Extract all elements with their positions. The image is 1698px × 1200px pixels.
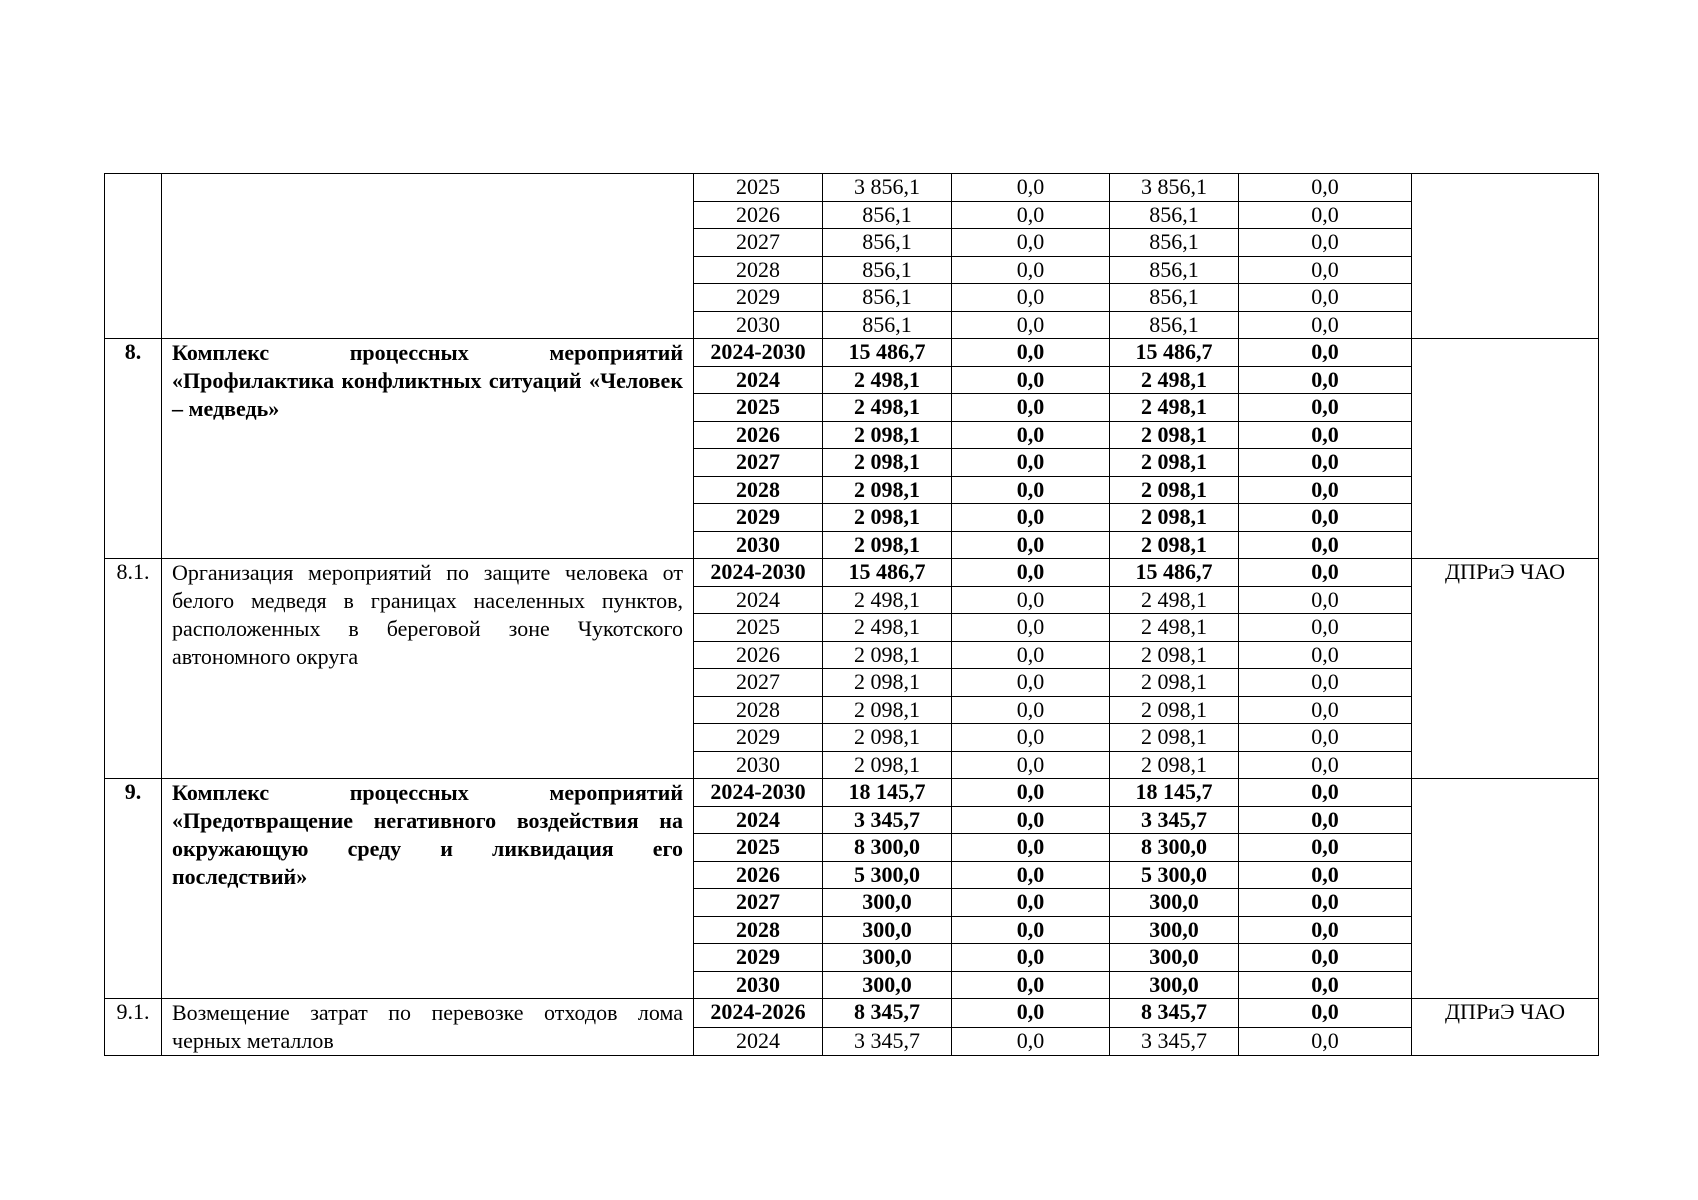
federal-budget-cell: 0,0	[952, 806, 1110, 834]
total-cell: 2 098,1	[823, 641, 952, 669]
table-row	[105, 559, 1599, 587]
district-budget-cell: 3 345,7	[1110, 806, 1239, 834]
district-budget-cell: 856,1	[1110, 311, 1239, 339]
year-cell: 2024-2026	[694, 999, 823, 1028]
year-cell: 2024	[694, 806, 823, 834]
other-sources-cell: 0,0	[1239, 531, 1412, 559]
table-row	[105, 999, 1599, 1028]
activity-name-cell: Комплекс процессных мероприятий «Профилактика конфликтных ситуаций «Человек – медведь»	[162, 339, 694, 559]
district-budget-cell: 2 098,1	[1110, 751, 1239, 779]
other-sources-cell: 0,0	[1239, 339, 1412, 367]
federal-budget-cell: 0,0	[952, 889, 1110, 917]
district-budget-cell: 2 098,1	[1110, 421, 1239, 449]
activity-name-cell	[162, 174, 694, 339]
federal-budget-cell: 0,0	[952, 284, 1110, 312]
total-cell: 856,1	[823, 201, 952, 229]
federal-budget-cell: 0,0	[952, 311, 1110, 339]
district-budget-cell: 2 098,1	[1110, 696, 1239, 724]
other-sources-cell: 0,0	[1239, 559, 1412, 587]
federal-budget-cell: 0,0	[952, 1027, 1110, 1056]
federal-budget-cell: 0,0	[952, 641, 1110, 669]
district-budget-cell: 300,0	[1110, 889, 1239, 917]
other-sources-cell: 0,0	[1239, 861, 1412, 889]
total-cell: 300,0	[823, 944, 952, 972]
other-sources-cell: 0,0	[1239, 724, 1412, 752]
other-sources-cell: 0,0	[1239, 944, 1412, 972]
activity-name-cell: Возмещение затрат по перевозке отходов лома черных металлов	[162, 999, 694, 1056]
federal-budget-cell: 0,0	[952, 449, 1110, 477]
federal-budget-cell: 0,0	[952, 174, 1110, 202]
year-cell: 2029	[694, 504, 823, 532]
federal-budget-cell: 0,0	[952, 751, 1110, 779]
total-cell: 856,1	[823, 284, 952, 312]
total-cell: 2 098,1	[823, 751, 952, 779]
year-cell: 2028	[694, 696, 823, 724]
table-row	[105, 174, 1599, 202]
year-cell: 2027	[694, 449, 823, 477]
total-cell: 300,0	[823, 916, 952, 944]
activity-name-cell: Комплекс процессных мероприятий «Предотвращение негативного воздействия на окружающую среду и ликвидация его последствий»	[162, 779, 694, 999]
other-sources-cell: 0,0	[1239, 971, 1412, 999]
federal-budget-cell: 0,0	[952, 476, 1110, 504]
other-sources-cell: 0,0	[1239, 614, 1412, 642]
total-cell: 2 098,1	[823, 504, 952, 532]
other-sources-cell: 0,0	[1239, 586, 1412, 614]
total-cell: 15 486,7	[823, 559, 952, 587]
year-cell: 2026	[694, 641, 823, 669]
district-budget-cell: 2 098,1	[1110, 669, 1239, 697]
federal-budget-cell: 0,0	[952, 999, 1110, 1028]
federal-budget-cell: 0,0	[952, 944, 1110, 972]
federal-budget-cell: 0,0	[952, 366, 1110, 394]
total-cell: 2 498,1	[823, 586, 952, 614]
total-cell: 300,0	[823, 971, 952, 999]
other-sources-cell: 0,0	[1239, 916, 1412, 944]
federal-budget-cell: 0,0	[952, 256, 1110, 284]
total-cell: 856,1	[823, 256, 952, 284]
year-cell: 2024	[694, 1027, 823, 1056]
other-sources-cell: 0,0	[1239, 366, 1412, 394]
federal-budget-cell: 0,0	[952, 779, 1110, 807]
financing-table	[104, 173, 1599, 1056]
year-cell: 2029	[694, 724, 823, 752]
federal-budget-cell: 0,0	[952, 669, 1110, 697]
district-budget-cell: 2 498,1	[1110, 614, 1239, 642]
year-cell: 2026	[694, 201, 823, 229]
total-cell: 2 098,1	[823, 669, 952, 697]
executor-cell	[1412, 779, 1599, 999]
federal-budget-cell: 0,0	[952, 724, 1110, 752]
district-budget-cell: 2 498,1	[1110, 586, 1239, 614]
district-budget-cell: 856,1	[1110, 229, 1239, 257]
year-cell: 2024	[694, 586, 823, 614]
year-cell: 2024-2030	[694, 559, 823, 587]
year-cell: 2030	[694, 751, 823, 779]
total-cell: 3 856,1	[823, 174, 952, 202]
other-sources-cell: 0,0	[1239, 504, 1412, 532]
total-cell: 2 498,1	[823, 366, 952, 394]
district-budget-cell: 2 098,1	[1110, 504, 1239, 532]
federal-budget-cell: 0,0	[952, 559, 1110, 587]
total-cell: 2 098,1	[823, 724, 952, 752]
year-cell: 2028	[694, 916, 823, 944]
table-row	[105, 779, 1599, 807]
year-cell: 2027	[694, 669, 823, 697]
total-cell: 856,1	[823, 229, 952, 257]
other-sources-cell: 0,0	[1239, 751, 1412, 779]
district-budget-cell: 18 145,7	[1110, 779, 1239, 807]
federal-budget-cell: 0,0	[952, 834, 1110, 862]
total-cell: 8 300,0	[823, 834, 952, 862]
district-budget-cell: 8 300,0	[1110, 834, 1239, 862]
district-budget-cell: 856,1	[1110, 284, 1239, 312]
total-cell: 2 098,1	[823, 476, 952, 504]
federal-budget-cell: 0,0	[952, 421, 1110, 449]
other-sources-cell: 0,0	[1239, 834, 1412, 862]
district-budget-cell: 3 856,1	[1110, 174, 1239, 202]
total-cell: 300,0	[823, 889, 952, 917]
federal-budget-cell: 0,0	[952, 916, 1110, 944]
year-cell: 2024	[694, 366, 823, 394]
district-budget-cell: 856,1	[1110, 201, 1239, 229]
federal-budget-cell: 0,0	[952, 614, 1110, 642]
federal-budget-cell: 0,0	[952, 971, 1110, 999]
federal-budget-cell: 0,0	[952, 201, 1110, 229]
district-budget-cell: 15 486,7	[1110, 559, 1239, 587]
total-cell: 2 098,1	[823, 421, 952, 449]
total-cell: 2 098,1	[823, 531, 952, 559]
district-budget-cell: 5 300,0	[1110, 861, 1239, 889]
district-budget-cell: 2 098,1	[1110, 476, 1239, 504]
other-sources-cell: 0,0	[1239, 641, 1412, 669]
other-sources-cell: 0,0	[1239, 806, 1412, 834]
other-sources-cell: 0,0	[1239, 476, 1412, 504]
district-budget-cell: 15 486,7	[1110, 339, 1239, 367]
other-sources-cell: 0,0	[1239, 779, 1412, 807]
district-budget-cell: 2 098,1	[1110, 531, 1239, 559]
district-budget-cell: 2 498,1	[1110, 394, 1239, 422]
federal-budget-cell: 0,0	[952, 394, 1110, 422]
year-cell: 2027	[694, 889, 823, 917]
row-number-cell: 8.	[105, 339, 162, 559]
other-sources-cell: 0,0	[1239, 421, 1412, 449]
district-budget-cell: 300,0	[1110, 944, 1239, 972]
executor-cell: ДПРиЭ ЧАО	[1412, 559, 1599, 779]
year-cell: 2029	[694, 944, 823, 972]
total-cell: 856,1	[823, 311, 952, 339]
federal-budget-cell: 0,0	[952, 339, 1110, 367]
year-cell: 2028	[694, 476, 823, 504]
total-cell: 3 345,7	[823, 1027, 952, 1056]
year-cell: 2028	[694, 256, 823, 284]
other-sources-cell: 0,0	[1239, 669, 1412, 697]
executor-cell	[1412, 174, 1599, 339]
federal-budget-cell: 0,0	[952, 586, 1110, 614]
other-sources-cell: 0,0	[1239, 449, 1412, 477]
year-cell: 2025	[694, 394, 823, 422]
district-budget-cell: 2 098,1	[1110, 724, 1239, 752]
row-number-cell	[105, 174, 162, 339]
year-cell: 2030	[694, 971, 823, 999]
district-budget-cell: 8 345,7	[1110, 999, 1239, 1028]
federal-budget-cell: 0,0	[952, 531, 1110, 559]
district-budget-cell: 856,1	[1110, 256, 1239, 284]
district-budget-cell: 300,0	[1110, 971, 1239, 999]
table-row	[105, 339, 1599, 367]
other-sources-cell: 0,0	[1239, 284, 1412, 312]
district-budget-cell: 300,0	[1110, 916, 1239, 944]
year-cell: 2027	[694, 229, 823, 257]
total-cell: 2 498,1	[823, 394, 952, 422]
other-sources-cell: 0,0	[1239, 311, 1412, 339]
total-cell: 8 345,7	[823, 999, 952, 1028]
table-body	[105, 174, 1599, 1056]
year-cell: 2026	[694, 861, 823, 889]
total-cell: 3 345,7	[823, 806, 952, 834]
federal-budget-cell: 0,0	[952, 861, 1110, 889]
district-budget-cell: 2 498,1	[1110, 366, 1239, 394]
executor-cell	[1412, 339, 1599, 559]
district-budget-cell: 3 345,7	[1110, 1027, 1239, 1056]
row-number-cell: 8.1.	[105, 559, 162, 779]
other-sources-cell: 0,0	[1239, 1027, 1412, 1056]
other-sources-cell: 0,0	[1239, 256, 1412, 284]
row-number-cell: 9.1.	[105, 999, 162, 1056]
year-cell: 2030	[694, 311, 823, 339]
other-sources-cell: 0,0	[1239, 696, 1412, 724]
total-cell: 15 486,7	[823, 339, 952, 367]
total-cell: 2 098,1	[823, 696, 952, 724]
other-sources-cell: 0,0	[1239, 229, 1412, 257]
activity-name-cell: Организация мероприятий по защите человека от белого медведя в границах населенных пунктов, расположенных в береговой зоне Чукотского автономного округа	[162, 559, 694, 779]
year-cell: 2030	[694, 531, 823, 559]
federal-budget-cell: 0,0	[952, 696, 1110, 724]
district-budget-cell: 2 098,1	[1110, 641, 1239, 669]
other-sources-cell: 0,0	[1239, 394, 1412, 422]
district-budget-cell: 2 098,1	[1110, 449, 1239, 477]
year-cell: 2025	[694, 614, 823, 642]
other-sources-cell: 0,0	[1239, 174, 1412, 202]
year-cell: 2024-2030	[694, 779, 823, 807]
federal-budget-cell: 0,0	[952, 229, 1110, 257]
executor-cell: ДПРиЭ ЧАО	[1412, 999, 1599, 1056]
year-cell: 2029	[694, 284, 823, 312]
federal-budget-cell: 0,0	[952, 504, 1110, 532]
year-cell: 2024-2030	[694, 339, 823, 367]
total-cell: 18 145,7	[823, 779, 952, 807]
year-cell: 2026	[694, 421, 823, 449]
other-sources-cell: 0,0	[1239, 201, 1412, 229]
year-cell: 2025	[694, 174, 823, 202]
other-sources-cell: 0,0	[1239, 889, 1412, 917]
year-cell: 2025	[694, 834, 823, 862]
total-cell: 2 098,1	[823, 449, 952, 477]
total-cell: 5 300,0	[823, 861, 952, 889]
other-sources-cell: 0,0	[1239, 999, 1412, 1028]
total-cell: 2 498,1	[823, 614, 952, 642]
row-number-cell: 9.	[105, 779, 162, 999]
